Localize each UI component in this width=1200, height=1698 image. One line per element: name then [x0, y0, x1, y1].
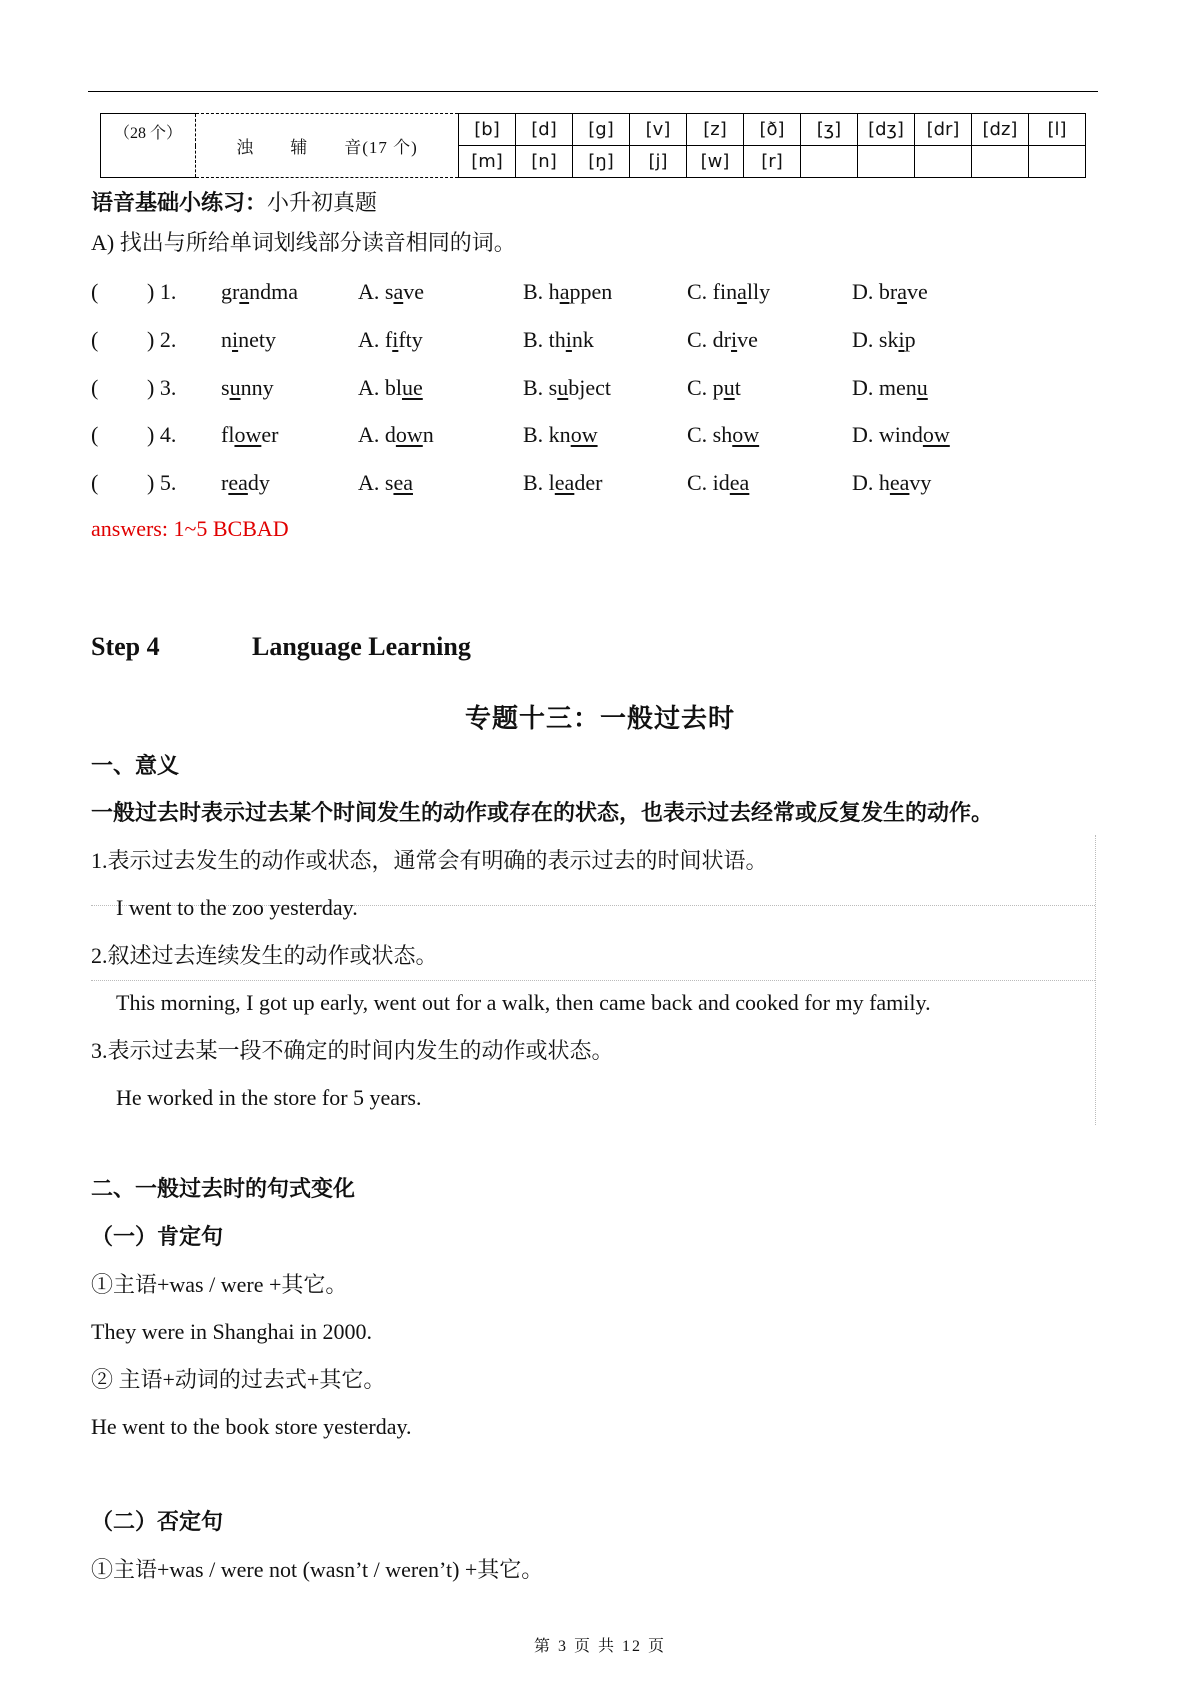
section1-heading: 一、意义	[91, 753, 180, 778]
option-c: C. put	[687, 375, 741, 400]
phoneme-cell: [w]	[687, 146, 744, 178]
practice-heading	[91, 192, 377, 214]
page-footer: 第 3 页 共 12 页	[533, 1638, 666, 1655]
question-word: grandma	[221, 279, 298, 304]
phoneme-cell: [dz]	[972, 114, 1029, 146]
question-number: ) 2.	[147, 327, 177, 352]
phoneme-cell: [j]	[630, 146, 687, 178]
option-b: B. know	[523, 422, 598, 447]
question-word: ready	[221, 470, 270, 495]
question-number: ) 1.	[147, 279, 177, 304]
dotted-guide	[91, 980, 1095, 981]
option-b: B. leader	[523, 470, 603, 495]
definition: 一般过去时表示过去某个时间发生的动作或存在的状态，也表示过去经常或反复发生的动作。	[91, 800, 994, 825]
answer-blank-open[interactable]: (	[91, 279, 99, 304]
usage-2: 2.叙述过去连续发生的动作或状态。	[91, 943, 438, 968]
formula-2: ② 主语+动词的过去式+其它。	[91, 1367, 386, 1392]
option-b: B. think	[523, 327, 594, 352]
question-word: ninety	[221, 327, 277, 352]
option-b: B. subject	[523, 375, 612, 400]
option-d: D. menu	[852, 375, 928, 400]
phoneme-cell	[801, 146, 858, 178]
phoneme-cell: [ŋ]	[573, 146, 630, 178]
option-a: A. save	[358, 279, 424, 304]
example-formula-1: They were in Shanghai in 2000.	[91, 1319, 373, 1344]
option-c: C. finally	[687, 279, 771, 304]
option-d: D. skip	[852, 327, 916, 352]
option-d: D. window	[852, 422, 950, 447]
phoneme-cell: [dʒ]	[858, 114, 915, 146]
practice-instruction: A) 找出与所给单词划线部分读音相同的词。	[91, 230, 516, 255]
question-row	[91, 470, 1091, 494]
example-1: I went to the zoo yesterday.	[116, 895, 358, 920]
phoneme-cell: [ʒ]	[801, 114, 858, 146]
option-a: A. down	[358, 422, 434, 447]
question-number: ) 4.	[147, 422, 177, 447]
answer-blank-open[interactable]: (	[91, 327, 99, 352]
phoneme-cell: [v]	[630, 114, 687, 146]
phoneme-cell: [b]	[459, 114, 516, 146]
topic-title: 专题十三：一般过去时	[464, 704, 735, 733]
option-d: D. brave	[852, 279, 928, 304]
step-title: Language Learning	[252, 632, 471, 661]
answer-blank-open[interactable]: (	[91, 422, 99, 447]
affirmative-heading: （一）肯定句	[91, 1224, 224, 1249]
section2-heading: 二、一般过去时的句式变化	[91, 1176, 356, 1201]
option-a: A. sea	[358, 470, 413, 495]
question-word: flower	[221, 422, 279, 447]
question-row	[91, 375, 1091, 399]
phoneme-cell: [z]	[687, 114, 744, 146]
phoneme-cell: [m]	[459, 146, 516, 178]
question-number: ) 5.	[147, 470, 177, 495]
phonetic-table	[100, 113, 1086, 178]
answer-blank-open[interactable]: (	[91, 470, 99, 495]
phoneme-cell	[1029, 146, 1086, 178]
option-b: B. happen	[523, 279, 613, 304]
phoneme-cell: [ð]	[744, 114, 801, 146]
negative-heading: （二）否定句	[91, 1509, 224, 1534]
phoneme-cell: [d]	[516, 114, 573, 146]
formula-1: ①主语+was / were +其它。	[91, 1272, 348, 1297]
phoneme-cell	[972, 146, 1029, 178]
example-2: This morning, I got up early, went out for a walk, then came back and cooked for my family.	[116, 990, 931, 1015]
phoneme-cell: [r]	[744, 146, 801, 178]
example-3: He worked in the store for 5 years.	[116, 1085, 422, 1110]
option-a: A. blue	[358, 375, 423, 400]
option-c: C. show	[687, 422, 760, 447]
phoneme-cell: [l]	[1029, 114, 1086, 146]
answers-line: answers: 1~5 BCBAD	[91, 516, 289, 541]
phoneme-cell: [g]	[573, 114, 630, 146]
phoneme-cell	[915, 146, 972, 178]
step-label: Step 4	[91, 632, 160, 661]
dotted-guide	[1095, 835, 1096, 1125]
header-rule	[88, 91, 1098, 92]
option-c: C. drive	[687, 327, 758, 352]
question-row	[91, 422, 1091, 446]
question-number: ) 3.	[147, 375, 177, 400]
phoneme-cell	[858, 146, 915, 178]
phoneme-cell: [n]	[516, 146, 573, 178]
option-d: D. heavy	[852, 470, 932, 495]
voiced-consonant-label: 浊 辅 音(17 个)	[196, 114, 459, 178]
example-formula-2: He went to the book store yesterday.	[91, 1414, 412, 1439]
answer-blank-open[interactable]: (	[91, 375, 99, 400]
consonant-count-label: （28 个）	[101, 114, 196, 178]
usage-1: 1.表示过去发生的动作或状态，通常会有明确的表示过去的时间状语。	[91, 848, 768, 873]
question-row	[91, 327, 1091, 351]
option-a: A. fifty	[358, 327, 423, 352]
usage-3: 3.表示过去某一段不确定的时间内发生的动作或状态。	[91, 1038, 614, 1063]
formula-3: ①主语+was / were not (wasn’t / weren’t) +其它。	[91, 1557, 544, 1582]
question-row	[91, 279, 1091, 303]
option-c: C. idea	[687, 470, 750, 495]
practice-heading-suffix: 小升初真题	[267, 190, 378, 215]
question-word: sunny	[221, 375, 274, 400]
phoneme-cell: [dr]	[915, 114, 972, 146]
practice-heading-label: 语音基础小练习：	[91, 190, 268, 215]
